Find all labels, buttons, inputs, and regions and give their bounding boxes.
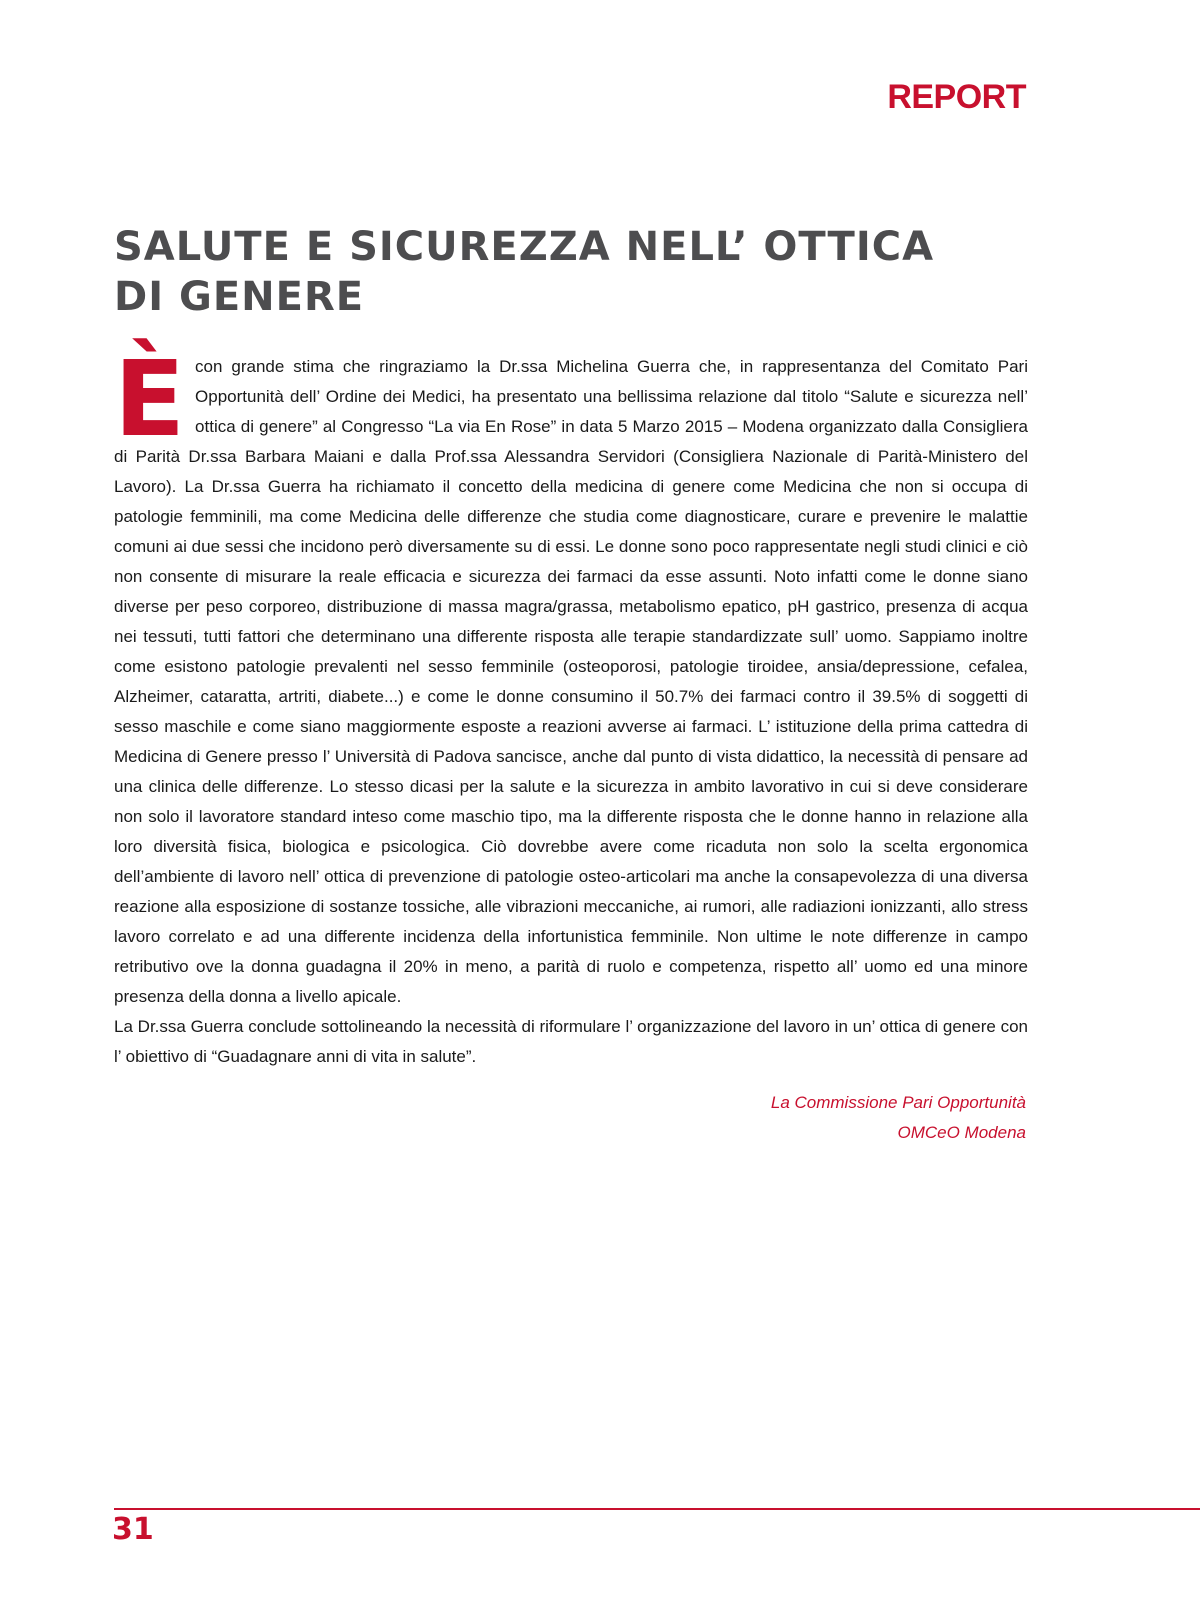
- drop-cap: È: [114, 338, 186, 460]
- signature-line-2: OMCeO Modena: [897, 1123, 1026, 1142]
- paragraph-1: [114, 338, 1028, 1012]
- section-label: REPORT: [887, 78, 1026, 116]
- article-body: [114, 338, 1028, 1072]
- signature: [771, 1088, 1026, 1148]
- paragraph-2: La Dr.ssa Guerra conclude sottolineando la necessità di riformulare l’ organizzazione del lavoro in un’ ottica di genere con l’ obiettivo di “Guadagnare anni di vita in salute”.: [114, 1017, 1028, 1066]
- page-number: 31: [112, 1512, 154, 1547]
- footer-divider: [114, 1508, 1200, 1510]
- paragraph-1-text: con grande stima che ringraziamo la Dr.ssa Michelina Guerra che, in rappresentanza del Comitato Pari Opportunità dell’ Ordine dei Medici, ha presentato una bellissima relazione dal titolo “Salute e sicurezza nell’ ottica di genere” al Congresso “La via En Rose” in data 5 Marzo 2015 – Modena organizzato dalla Consigliera di Parità Dr.ssa Barbara Maiani e dalla Prof.ssa Alessandra Servidori (Consigliera Nazionale di Parità-Ministero del Lavoro). La Dr.ssa Guerra ha richiamato il concetto della medicina di genere come Medicina che non si occupa di patologie femminili, ma come Medicina delle differenze che studia come diagnosticare, curare e prevenire le malattie comuni ai due sessi che incidono però diversamente su di essi. Le donne sono poco rappresentate negli studi clinici e ciò non consente di misurare la reale efficacia e sicurezza dei farmaci da esse assunti. Noto infatti come le donne siano diverse per peso corporeo, distribuzione di massa magra/grassa, metabolismo epatico, pH gastrico, presenza di acqua nei tessuti, tutti fattori che determinano una differente risposta alle terapie standardizzate sull’ uomo. Sappiamo inoltre come esistono patologie prevalenti nel sesso femminile (osteoporosi, patologie tiroidee, ansia/depressione, cefalea, Alzheimer, cataratta, artriti, diabete...) e come le donne consumino il 50.7% dei farmaci contro il 39.5% di soggetti di sesso maschile e come siano maggiormente esposte a reazioni avverse ai farmaci. L’ istituzione della prima cattedra di Medicina di Genere presso l’ Università di Padova sancisce, anche dal punto di vista didattico, la necessità di pensare ad una clinica delle differenze. Lo stesso dicasi per la salute e la sicurezza in ambito lavorativo in cui si deve considerare non solo il lavoratore standard inteso come maschio tipo, ma la differente risposta che le donne hanno in relazione alla loro diversità fisica, biologica e psicologica. Ciò dovrebbe avere come ricaduta non solo la scelta ergonomica dell’ambiente di lavoro nell’ ottica di prevenzione di patologie osteo-articolari ma anche la consapevolezza di una diversa reazione alla esposizione di sostanze tossiche, alle vibrazioni meccaniche, ai rumori, alle radiazioni ionizzanti, allo stress lavoro correlato e ad una differente incidenza della infortunistica femminile. Non ultime le note differenze in campo retributivo ove la donna guadagna il 20% in meno, a parità di ruolo e competenza, rispetto all’ uomo ed una minore presenza della donna a livello apicale.: [114, 357, 1028, 1006]
- signature-line-1: La Commissione Pari Opportunità: [770, 1093, 1026, 1112]
- article-title: SALUTE E SICUREZZA NELL’ OTTICA DI GENERE: [114, 224, 935, 320]
